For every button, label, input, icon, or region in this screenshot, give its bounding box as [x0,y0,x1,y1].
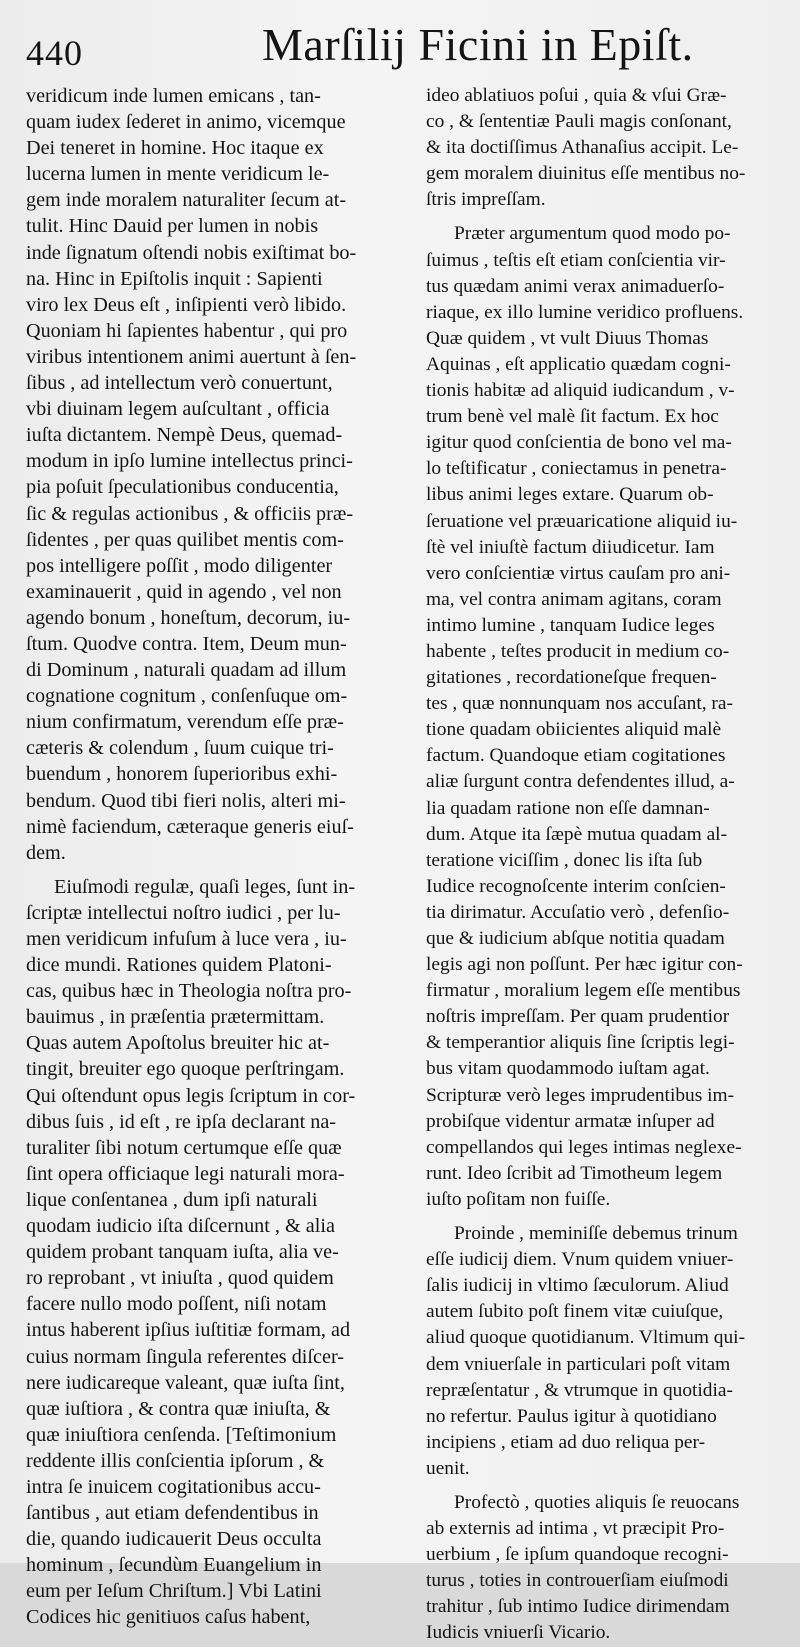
text-line: Iudicis vniuerſi Vicario. [426,1622,611,1644]
text-line: compellandos qui leges intimas neglexe- [426,1136,742,1158]
text-line: dem vniuerſale in particulari poſt vitam [426,1353,731,1375]
text-line: nere iudicareque valeant, quæ iuſta ſint, [26,1371,345,1394]
text-line: gitationes , recordationeſque frequen- [426,667,717,689]
text-line: buendum , honorem ſuperioribus exhi- [26,763,338,786]
text-line: nium confirmatum, verendum eſſe præ- [26,711,344,734]
text-line: Dei teneret in homine. Hoc itaque ex [26,137,324,160]
text-line: repræſentatur , & vtrumque in quotidia- [426,1379,733,1401]
text-line: viro lex Deus eſt , inſipienti verò libido. [26,293,347,316]
text-line: modum in ipſo lumine intellectus princi- [26,450,353,473]
text-line: teratione viciſſim , donec lis iſta ſub [426,849,703,871]
text-line: tes , quæ nonnunquam nos accuſant, ra- [426,693,733,715]
text-line: vero conſcientiæ virtus cauſam pro ani- [426,562,731,584]
text-line: factum. Quandoque etiam cogitationes [426,745,726,767]
text-line: vbi diuinam legem auſcultant , officia [26,398,330,421]
text-line: Aquinas , eſt applicatio quædam cogni- [426,353,731,375]
text-line: ſeruatione vel præuaricatione aliquid iu- [426,510,738,532]
text-line: quidem probant tanquam iuſta, alia ve- [26,1241,339,1264]
text-line: Quas autem Apoſtolus breuiter hic at- [26,1032,330,1055]
text-line: lia quadam ratione non eſſe damnan- [426,797,710,819]
text-line: lo teſtificatur , coniectamus in penetra- [426,458,727,480]
text-line: ſtum. Quodve contra. Item, Deum mun- [26,632,347,655]
text-line: tulit. Hinc Dauid per lumen in nobis [26,215,319,238]
text-line: na. Hinc in Epiſtolis inquit : Sapienti [26,267,323,290]
text-line: iuſta dictantem. Nempè Deus, quemad- [26,424,343,447]
text-line: Qui oſtendunt opus legis ſcriptum in cor- [26,1084,356,1107]
right-text-column [426,83,796,1647]
text-line: co , & ſententiæ Pauli magis conſonant, [426,111,732,133]
text-line: runt. Ideo ſcribit ad Timotheum legem [426,1162,723,1184]
text-line: die, quando iudicauerit Deus occulta [26,1528,322,1551]
text-line: igitur quod conſcientia de bono vel ma- [426,432,732,454]
text-line: Proinde , meminiſſe debemus trinum [454,1223,738,1245]
text-line: ſcriptæ intellectui noſtro iudici , per lu- [26,901,341,924]
text-line: ſidentes , per quas quilibet mentis com- [26,528,344,551]
text-line: intimo lumine , tanquam Iudice leges [426,614,715,636]
text-line: quæ iuſtiora , & contra quæ iniuſta, & [26,1397,331,1420]
text-line: Eiuſmodi regulæ, quaſi leges, ſunt in- [54,875,356,898]
text-line: dice mundi. Rationes quidem Platoni- [26,954,332,977]
text-line: autem ſubito poſt finem vitæ cuiuſque, [426,1301,724,1323]
text-line: ſtè vel iniuſtè factum diiudicetur. Iam [426,536,715,558]
left-text-column [26,83,406,1631]
text-line: que & iudicium abſque notitia quadam [426,928,725,949]
text-line: eum per Ieſum Chriſtum.] Vbi Latini [26,1580,322,1603]
text-line: iuſto poſitam non fuiſſe. [426,1188,611,1210]
text-line: ſantibus , aut etiam defendentibus in [26,1502,319,1525]
text-line: incipiens , etiam ad duo reliqua per- [426,1431,706,1453]
text-line: dem. [26,841,66,864]
text-line: turus , toties in controuerſiam eiuſmodi [426,1570,729,1592]
text-line: bendum. Quod tibi fieri nolis, alteri mi- [26,789,346,812]
text-line: lucerna lumen in mente veridicum le- [26,163,330,186]
text-line: uenit. [426,1457,470,1479]
text-line: quæ iniuſtiora cenſenda. [Teſtimonium [26,1423,337,1446]
text-line: Quæ quidem , vt vult Diuus Thomas [426,327,709,349]
text-line: cas, quibus hæc in Theologia noſtra pro- [26,980,352,1003]
text-line: intus haberent ipſius iuſtitiæ formam, ad [26,1319,351,1342]
text-line: tingit, breuiter ego quoque perſtringam. [26,1058,345,1081]
text-line: bauimus , in præſentia prætermittam. [26,1006,325,1029]
text-line: di Dominum , naturali quadam ad illum [26,659,347,682]
text-line: tus quædam animi verax animaduerſo- [426,275,725,297]
text-line: ſibus , ad intellectum verò conuertunt, [26,372,333,395]
text-line: facere nullo modo poſſent, niſi notam [26,1293,327,1316]
text-line: Profectò , quoties aliquis ſe reuocans [454,1491,740,1513]
text-line: & temperantior aliquis ſine ſcriptis legi- [426,1032,735,1054]
text-line: ſalis iudicij in vltimo ſæculorum. Aliud [426,1275,729,1297]
text-line: quam iudex ſederet in animo, vicemque [26,111,346,134]
text-line: aliud quoque quotidianum. Vltimum qui- [426,1327,746,1349]
text-line: quodam iudicio iſta diſcernunt , & alia [26,1215,335,1238]
text-line: eſſe iudicij diem. Vnum quidem vniuer- [426,1249,734,1271]
text-line: no refertur. Paulus igitur à quotidiano [426,1405,717,1427]
text-line: Præter argumentum quod modo po- [454,223,731,245]
text-line: trum benè vel malè ſit factum. Ex hoc [426,406,719,428]
text-line: hominum , ſecundùm Euangelium in [26,1554,322,1577]
text-line: Iudice recognoſcente interim conſcien- [426,875,726,897]
text-line: ſint opera officiaque legi naturali mora- [26,1162,345,1185]
running-head: Marſilij Ficini in Epiſt. [262,19,694,70]
text-line: veridicum inde lumen emicans , tan- [26,85,321,107]
text-line: noſtris impreſſam. Per quam prudentior [426,1006,730,1028]
text-line: inde ſignatum oſtendi nobis exiſtimat bo- [26,241,357,264]
text-line: tione quadam obiicientes aliquid malè [426,719,722,741]
text-line: agendo bonum , honeſtum, decorum, iu- [26,606,351,629]
text-line: Codices hic genitiuos caſus habent, [26,1606,311,1629]
text-line: men veridicum infuſum à luce vera , iu- [26,928,347,950]
text-line: nimè faciendum, cæteraque generis eiuſ- [26,815,354,838]
text-line: ideo ablatiuos poſui , quia & vſui Græ- [426,85,727,106]
text-line: Quoniam hi ſapientes habentur , qui pro [26,319,348,342]
text-line: Scripturæ verò leges imprudentibus im- [426,1084,735,1106]
text-line: aliæ ſurgunt contra defendentes illud, a- [426,771,735,793]
text-line: cæteris & colendum , ſuum cuique tri- [26,737,334,760]
text-line: tia dirimatur. Accuſatio verò , defenſio- [426,901,730,923]
text-line: firmatur , moralium legem eſſe mentibus [426,980,741,1002]
text-line: cuius normam ſingula referentes diſcer- [26,1345,344,1368]
text-line: libus animi leges extare. Quarum ob- [426,484,714,506]
text-line: trahitur , ſub intimo Iudice dirimendam [426,1596,730,1618]
text-line: ab externis ad intima , vt præcipit Pro- [426,1518,725,1540]
text-line: pia poſuit ſpeculationibus conducentia, [26,476,339,499]
text-line: legis agi non poſſunt. Per hæc igitur con- [426,954,743,976]
text-line: ſic & regulas actionibus , & officiis præ- [26,502,354,525]
text-line: ma, vel contra animam agitans, coram [426,588,722,610]
text-line: dum. Atque ita ſæpè mutua quadam al- [426,823,728,845]
text-line: ſtris impreſſam. [426,189,546,211]
text-line: tionis habitæ ad aliquid iudicandum , v- [426,380,735,402]
text-line: uerbium , ſe ipſum quandoque recogni- [426,1544,729,1566]
text-line: probiſque videntur armatæ inſuper ad [426,1110,715,1132]
text-line: lique conſentanea , dum ipſi naturali [26,1188,318,1211]
text-line: ro reprobant , vt iniuſta , quod quidem [26,1267,334,1290]
text-line: bus vitam quodammodo iuſtam agat. [426,1058,710,1080]
text-line: riaque, ex illo lumine veridico profluens. [426,301,744,323]
text-line: examinauerit , quid in agendo , vel non [26,580,342,603]
text-line: cognatione cognitum , conſenſuque om- [26,685,348,708]
text-line: ſuimus , teſtis eſt etiam conſcientia vir- [426,249,726,271]
text-line: pos intelligere poſſit , modo diligenter [26,554,333,577]
text-line: intra ſe inuicem cogitationibus accu- [26,1475,321,1498]
text-line: & ita doctiſſimus Athanaſius accipit. Le- [426,137,739,159]
text-line: gem inde moralem naturaliter ſecum at- [26,189,347,212]
page-number: 440 [26,33,83,73]
text-line: gem moralem diuinitus eſſe mentibus no- [426,163,746,185]
text-line: reddente illis conſcientia ipſorum , & [26,1449,325,1472]
text-line: dibus ſuis , id eſt , re ipſa declarant na- [26,1110,337,1133]
text-line: viribus intentionem animi auertunt à ſen- [26,345,357,368]
text-line: turaliter ſibi notum certumque eſſe quæ [26,1136,342,1159]
text-line: habente , teſtes producit in medium co- [426,640,730,662]
